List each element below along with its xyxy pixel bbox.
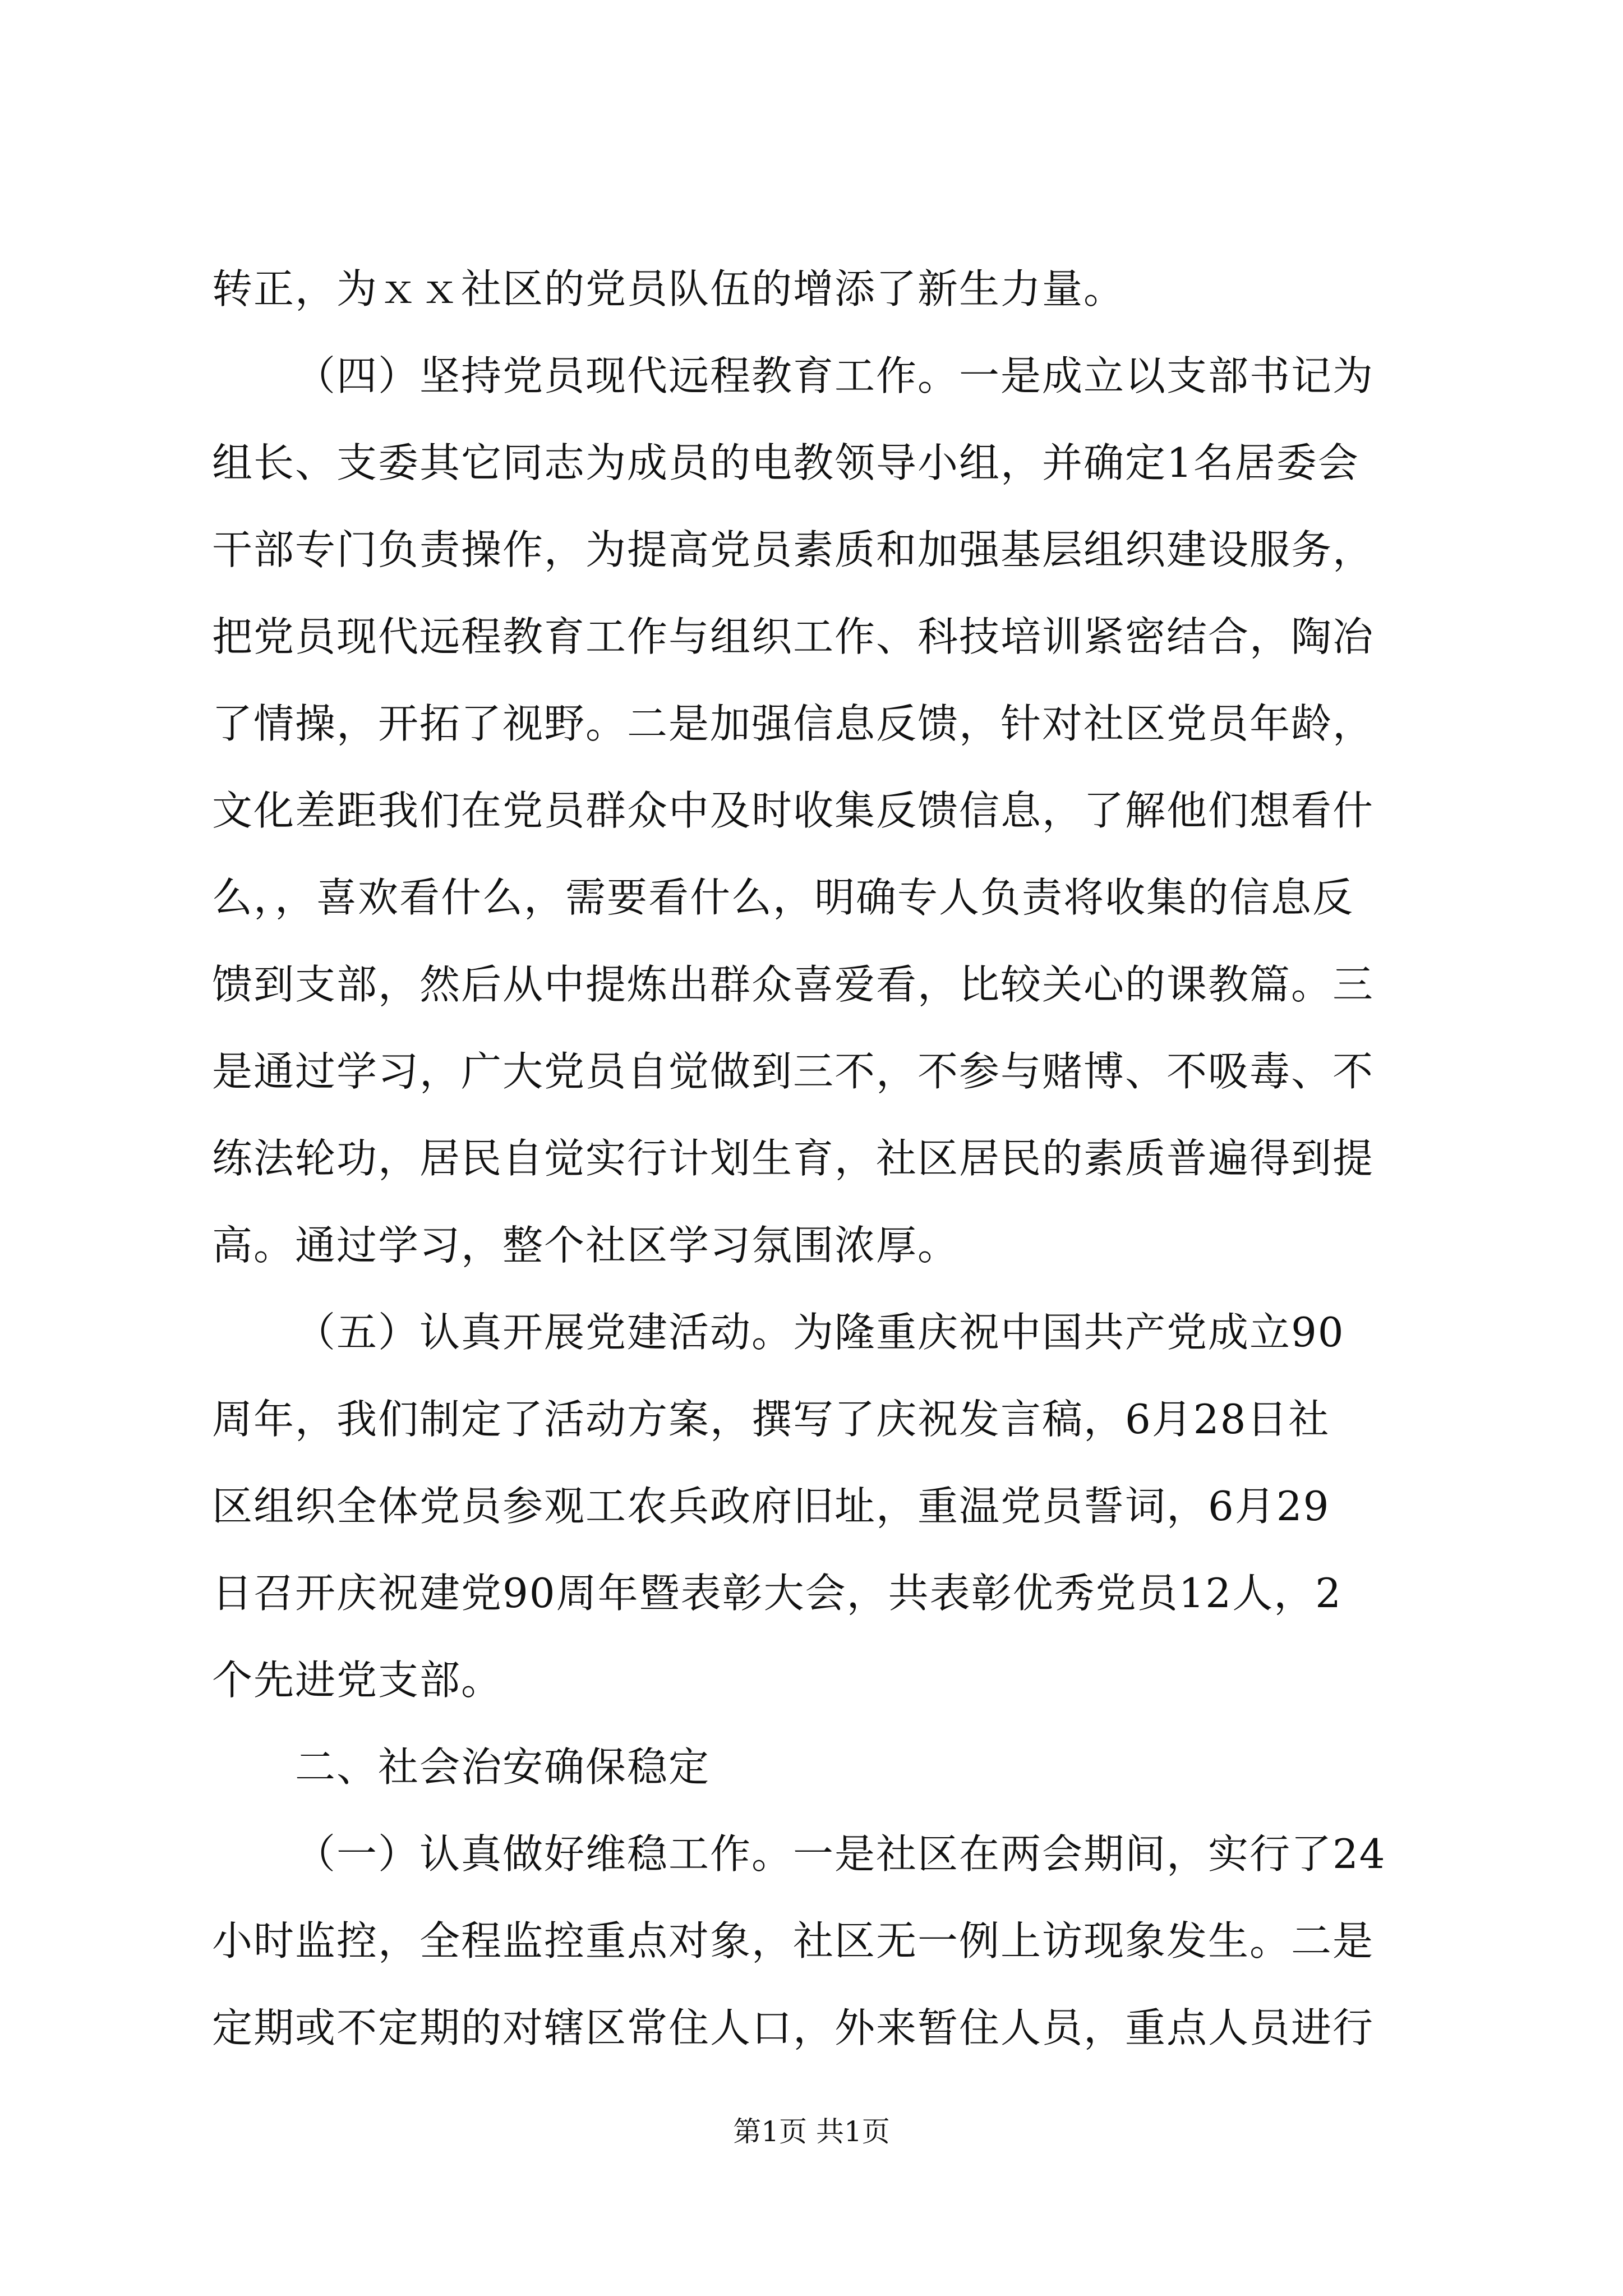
text-line: （四）坚持党员现代远程教育工作。一是成立以支部书记为 [295,352,1375,399]
text-line: 定期或不定期的对辖区常住人口，外来暂住人员，重点人员进行 [212,2004,1375,2051]
text-line: 是通过学习，广大党员自觉做到三不，不参与赌博、不吸毒、不 [212,1048,1375,1095]
text-line: 练法轮功，居民自觉实行计划生育，社区居民的素质普遍得到提 [212,1135,1375,1182]
text-line: 转正，为ｘｘ社区的党员队伍的增添了新生力量。 [212,265,1126,312]
text-line: 文化差距我们在党员群众中及时收集反馈信息，了解他们想看什 [212,787,1375,834]
page-footer: 第1页 共1页 [733,2115,890,2148]
text-line: 个先进党支部。 [212,1657,503,1704]
section-heading: 二、社会治安确保稳定 [295,1743,711,1791]
text-line: 把党员现代远程教育工作与组织工作、科技培训紧密结合，陶冶 [212,613,1375,660]
text-line: （一）认真做好维稳工作。一是社区在两会期间，实行了24 [295,1830,1386,1878]
text-line: 日召开庆祝建党90周年暨表彰大会，共表彰优秀党员12人，2 [212,1570,1343,1617]
text-line: 小时监控，全程监控重点对象，社区无一例上访现象发生。二是 [212,1917,1375,1964]
text-line: 组长、支委其它同志为成员的电教领导小组，并确定1名居委会 [212,439,1359,486]
text-line: 么，，喜欢看什么，需要看什么，明确专人负责将收集的信息反 [212,874,1354,921]
text-line: 高。通过学习，整个社区学习氛围浓厚。 [212,1222,960,1269]
text-line: 周年，我们制定了活动方案，撰写了庆祝发言稿，6月28日社 [212,1396,1330,1443]
text-line: 区组织全体党员参观工农兵政府旧址，重温党员誓词，6月29 [212,1483,1330,1530]
text-line: 了情操，开拓了视野。二是加强信息反馈，针对社区党员年龄， [212,700,1375,747]
text-line: 干部专门负责操作，为提高党员素质和加强基层组织建设服务， [212,526,1375,573]
text-line: 馈到支部，然后从中提炼出群众喜爱看，比较关心的课教篇。三 [212,961,1375,1008]
text-line: （五）认真开展党建活动。为隆重庆祝中国共产党成立90 [295,1309,1345,1356]
